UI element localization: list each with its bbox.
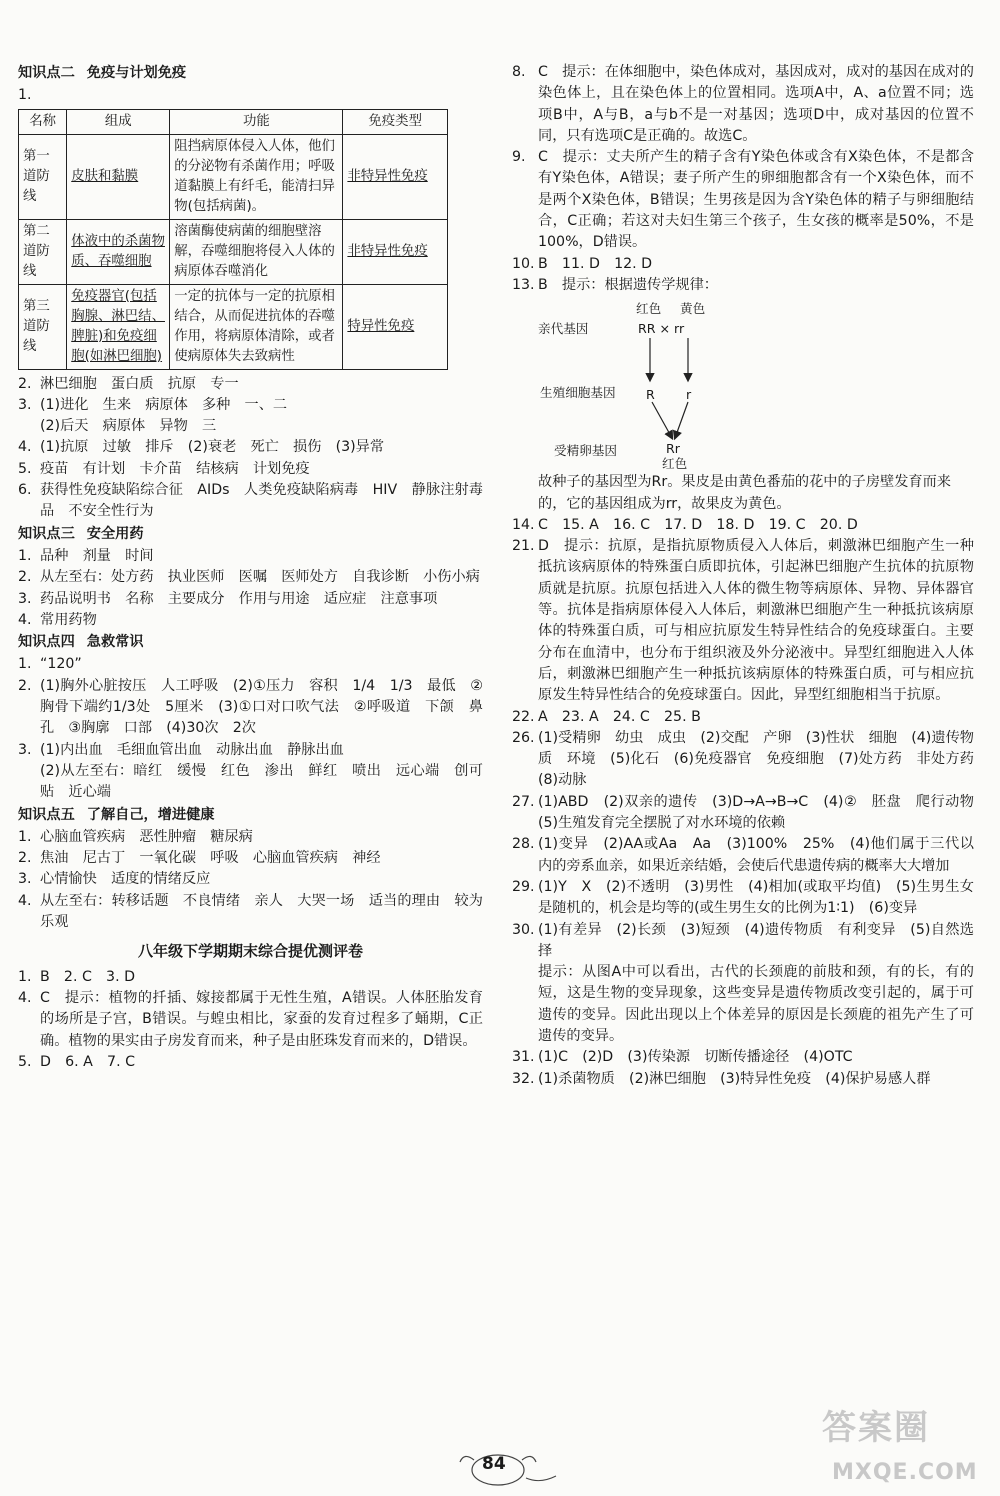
- parent-genes-label: 亲代基因: [538, 321, 589, 337]
- answer-item: 22. A 23. A 24. C 25. B: [512, 708, 701, 725]
- answer-item: 26. (1)受精卵 幼虫 成虫 (2)交配 产卵 (3)性状 细胞 (4)遗传物质 环境 (5)化石 (6)免疫器官 免疫细胞 (7)处方药 非处方药 (8)动脉: [512, 729, 989, 789]
- gamete-genes-label: 生殖细胞基因: [540, 385, 616, 401]
- answer-item: 29. (1)Y X (2)不透明 (3)男性 (4)相加(或取平均值) (5)生男生女是随机的，机会是均等的(或生男生女的比例为1∶1) (6)变异: [512, 878, 974, 917]
- row-name: 第三道防线: [19, 284, 67, 369]
- zygote-genes-label: 受精卵基因: [554, 443, 617, 459]
- answer-item: 2. 淋巴细胞 蛋白质 抗原 专一: [18, 375, 239, 392]
- genetics-diagram: [512, 298, 974, 472]
- answer-item: 1. 品种 剂量 时间: [18, 547, 154, 564]
- watermark-url: MXQE.COM: [832, 1460, 978, 1485]
- table-header: 免疫类型: [343, 109, 448, 134]
- row-immune-type: 非特异性免疫: [343, 134, 448, 219]
- row-composition: 皮肤和黏膜: [67, 134, 170, 219]
- page-number: 84: [482, 1454, 506, 1474]
- table-header: 功能: [170, 109, 343, 134]
- parent-genotypes: RR × rr: [638, 321, 685, 337]
- left-column: [18, 62, 483, 1073]
- answer-item: 30. (1)有差异 (2)长颈 (3)短颈 (4)遗传物质 有利变异 (5)自然选择: [512, 921, 974, 959]
- answer-item: 8. C 提示：在体细胞中，染色体成对，基因成对，成对的基因在成对的染色体上，且在染色体上的位置相同。选项A中，A、a位置不同；选项B中，A与B，a与b不是一对基因；选项D中，成对基因的位置不同，只有选项C是正确的。故选C。: [512, 64, 974, 144]
- answer-item: 2. (1)胸外心脏按压 人工呼吸 (2)①压力 容积 1/4 1/3 最低 ②胸骨下端约1/3处 5厘米 (3)①口对口吹气法 ②呼吸道 下颌 鼻孔 ③胸廓 口部 (4)30次 2次: [18, 677, 483, 737]
- answer-item: 5. 疫苗 有计划 卡介苗 结核病 计划免疫: [18, 460, 310, 477]
- answer-item: 32. (1)杀菌物质 (2)淋巴细胞 (3)特异性免疫 (4)保护易感人群: [512, 1070, 931, 1087]
- answer-item: 1. 心脑血管疾病 恶性肿瘤 糖尿病: [18, 828, 253, 845]
- table-header: 名称: [19, 109, 67, 134]
- row-name: 第二道防线: [19, 219, 67, 284]
- page-ornament-icon: [456, 1448, 566, 1488]
- zygote-genotype: Rr: [666, 441, 680, 457]
- answer-item: 1. “120”: [18, 656, 82, 673]
- answer-item: 3. 药品说明书 名称 主要成分 作用与用途 适应症 注意事项: [18, 590, 438, 607]
- answer-item: 31. (1)C (2)D (3)传染源 切断传播途径 (4)OTC: [512, 1049, 853, 1066]
- table-row: [19, 219, 448, 284]
- answer-item: 提示：从图A中可以看出，古代的长颈鹿的前肢和颈，有的长，有的短，这是生物的变异现象，这些变异是遗传物质改变引起的，属于可遗传的变异。因此出现以上个体差异的原因是长颈鹿的祖先产生了可遗传的变异。: [538, 964, 974, 1044]
- phenotype-red: 红色: [636, 301, 662, 317]
- answer-item: (2)从左至右：暗红 缓慢 红色 渗出 鲜红 喷出 远心端 创可贴 近心端: [40, 762, 483, 801]
- answer-item: 4. 常用药物: [18, 611, 97, 628]
- section-heading-5: 知识点五 了解自己，增进健康: [18, 806, 215, 823]
- answer-item: 2. 从左至右：处方药 执业医师 医嘱 医师处方 自我诊断 小伤小病: [18, 569, 480, 586]
- table-header: 组成: [67, 109, 170, 134]
- table-row: [19, 134, 448, 219]
- paper-title: 八年级下学期期末综合提优测评卷: [137, 942, 363, 961]
- answer-item: 9. C 提示：丈夫所产生的精子含有Y染色体或含有X染色体，不是都含有Y染色体，A错误；妻子所产生的卵细胞都含有一个X染色体，而不是两个X染色体，B错误；生男孩是因为含Y染色体的精子与卵细胞结合，C正确；若这对夫妇生第三个孩子，生女孩的概率是50%，不是100%，D错误。: [512, 149, 974, 251]
- gamete-gene-R: R: [646, 387, 655, 403]
- question-number: 1.: [18, 87, 32, 104]
- table-header-row: [19, 109, 448, 134]
- answer-item: 4. C 提示：植物的扦插、嫁接都属于无性生殖，A错误。人体胚胎发育的场所是子宫，B错误。与蝗虫相比，家蚕的发育过程多了蛹期，C正确。植物的果实由子房发育而来，种子是由胚珠发育而来的，D错误。: [18, 989, 483, 1049]
- answer-item: 3. (1)进化 生来 病原体 多种 一、二: [18, 396, 288, 413]
- immune-table: [18, 109, 448, 370]
- answer-item: 6. 获得性免疫缺陷综合征 AIDs 人类免疫缺陷病毒 HIV 静脉注射毒品 不安全性行为: [18, 482, 483, 520]
- answer-item: 10. B 11. D 12. D: [512, 255, 653, 272]
- row-function: 阻挡病原体侵入人体，他们的分泌物有杀菌作用；呼吸道黏膜上有纤毛，能清扫异物(包括病菌)。: [170, 134, 343, 219]
- watermark-logo: [818, 1408, 994, 1492]
- phenotype-yellow: 黄色: [680, 301, 706, 317]
- row-composition: 免疫器官(包括胸腺、淋巴结、脾脏)和免疫细胞(如淋巴细胞): [67, 284, 170, 369]
- section-heading-3: 知识点三 安全用药: [18, 525, 144, 542]
- answer-item: 5. D 6. A 7. C: [18, 1053, 136, 1070]
- answer-item: 2. 焦油 尼古丁 一氧化碳 呼吸 心脑血管疾病 神经: [18, 850, 381, 867]
- row-composition: 体液中的杀菌物质、吞噬细胞: [67, 219, 170, 284]
- answer-continuation: 故种子的基因型为Rr。果皮是由黄色番茄的花中的子房壁发育而来的，它的基因组成为rr，故果皮为黄色。: [538, 474, 951, 512]
- answer-item: 4. (1)抗原 过敏 排斥 (2)衰老 死亡 损伤 (3)异常: [18, 439, 385, 456]
- row-function: 一定的抗体与一定的抗原相结合，从而促进抗体的吞噬作用，将病原体清除，或者使病原体失去致病性: [170, 284, 343, 369]
- answer-item: 21. D 提示：抗原，是指抗原物质侵入人体后，刺激淋巴细胞产生一种抵抗该病原体的特殊蛋白质即抗体，引起淋巴细胞产生抗体的抗原物质就是抗原。抗原包括进入人体的微生物等病原体、异物、异体器官等。抗体是指病原体侵入人体后，刺激淋巴细胞产生一种抵抗该病原体的特殊蛋白质，可与相应抗原发生特异性结合的免疫球蛋白。主要分布在血清中，也分布于组织液及外分泌液中。异型红细胞进入人体后，刺激淋巴细胞产生一种抵抗该病原体的特殊蛋白质，可与相应抗原发生特异性结合的免疫球蛋白。因此，异型红细胞相当于抗原。: [512, 538, 974, 704]
- answer-item: 28. (1)变异 (2)AA或Aa Aa (3)100% 25% (4)他们属于三代以内的旁系血亲，如果近亲结婚，会使后代患遗传病的概率大大增加: [512, 836, 974, 874]
- answer-item: 13. B 提示：根据遗传学规律：: [512, 276, 718, 293]
- watermark-text: 答案圈: [822, 1408, 930, 1448]
- answer-item: 4. 从左至右：转移话题 不良情绪 亲人 大哭一场 适当的理由 较为乐观: [18, 892, 483, 931]
- page-footer: [456, 1448, 566, 1488]
- answer-item: 1. B 2. C 3. D: [18, 968, 136, 985]
- answer-item: 3. (1)内出血 毛细血管出血 动脉出血 静脉出血: [18, 741, 344, 758]
- table-row: [19, 284, 448, 369]
- section-heading-4: 知识点四 急救常识: [18, 634, 144, 651]
- right-column: [512, 62, 989, 1090]
- answer-item: 27. (1)ABD (2)双亲的遗传 (3)D→A→B→C (4)② 胚盘 爬行动物 (5)生殖发育完全摆脱了对水环境的依赖: [512, 793, 989, 832]
- answer-item: (2)后天 病原体 异物 三: [40, 418, 217, 435]
- section-heading-2: 知识点二 免疫与计划免疫: [18, 65, 187, 81]
- row-immune-type: 特异性免疫: [343, 284, 448, 369]
- answer-item: 14. C 15. A 16. C 17. D 18. D 19. C 20. D: [512, 516, 858, 533]
- row-name: 第一道防线: [19, 134, 67, 219]
- answer-item: 3. 心情愉快 适度的情绪反应: [18, 871, 211, 888]
- gamete-gene-r: r: [686, 387, 692, 403]
- row-function: 溶菌酶使病菌的细胞壁溶解，吞噬细胞将侵入人体的病原体吞噬消化: [170, 219, 343, 284]
- zygote-phenotype: 红色: [662, 456, 688, 472]
- row-immune-type: 非特异性免疫: [343, 219, 448, 284]
